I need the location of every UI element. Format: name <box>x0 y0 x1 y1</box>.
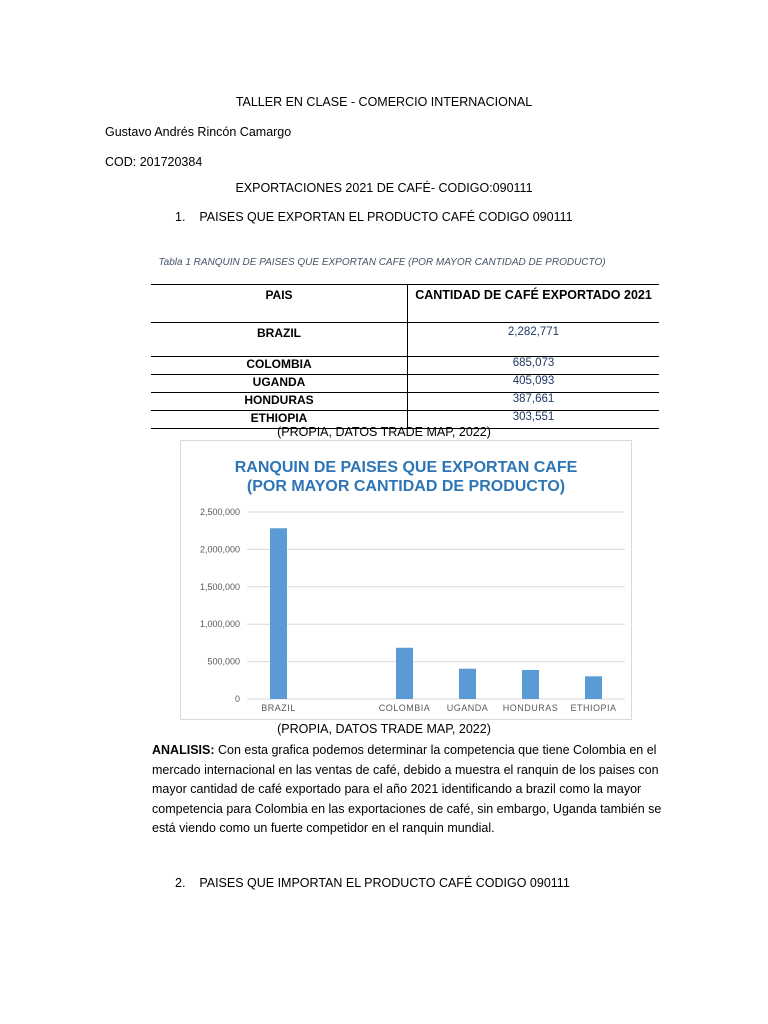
bar-colombia <box>396 648 413 699</box>
table-cell-value: 303,551 <box>408 411 660 429</box>
bar-uganda <box>459 669 476 699</box>
analysis-paragraph <box>152 741 672 839</box>
table-row <box>151 375 659 393</box>
table-row <box>151 357 659 375</box>
x-tick-label: COLOMBIA <box>378 703 431 713</box>
analysis-label: ANALISIS: <box>152 743 215 757</box>
y-tick-label: 1,000,000 <box>199 619 240 630</box>
bar-honduras <box>522 670 539 699</box>
table-caption: Tabla 1 RANQUIN DE PAISES QUE EXPORTAN CAFE (POR MAYOR CANTIDAD DE PRODUCTO) <box>158 257 606 268</box>
y-tick-label: 2,000,000 <box>199 544 240 555</box>
table-header-row <box>151 285 659 323</box>
author-name: Gustavo Andrés Rincón Camargo <box>105 125 292 139</box>
chart-title: RANQUIN DE PAISES QUE EXPORTAN CAFE <box>234 459 578 476</box>
section-2-heading: 2. PAISES QUE IMPORTAN EL PRODUCTO CAFÉ CODIGO 090111 <box>175 876 570 890</box>
chart-container <box>180 440 632 720</box>
table-cell-value: 685,073 <box>408 357 660 375</box>
table-cell-value: 2,282,771 <box>408 323 660 357</box>
analysis-text: Con esta grafica podemos determinar la competencia que tiene Colombia en el mercado internacional en las ventas de café, debido a muestra el ranquin de los paises con mayor cantidad de café exportado para el año 2021 identificando a brazil como la mayor competencia para Colombia en las exportaciones de café, sin embargo, Uganda también se está viendo como un fuerte competidor en el ranquin mundial. <box>152 743 662 835</box>
y-tick-label: 2,500,000 <box>199 507 240 517</box>
table-cell-value: 387,661 <box>408 393 660 411</box>
table-cell-country: ETHIOPIA <box>151 411 408 429</box>
bar-brazil <box>270 528 287 699</box>
x-tick-label: UGANDA <box>446 703 489 713</box>
y-tick-label: 0 <box>234 694 240 704</box>
table-cell-country: COLOMBIA <box>151 357 408 375</box>
table-cell-country: UGANDA <box>151 375 408 393</box>
doc-subtitle: EXPORTACIONES 2021 DE CAFÉ- CODIGO:090111 <box>235 181 533 195</box>
x-tick-label: HONDURAS <box>502 703 559 713</box>
y-tick-label: 1,500,000 <box>199 581 240 592</box>
doc-title: TALLER EN CLASE - COMERCIO INTERNACIONAL <box>235 95 533 109</box>
x-tick-label: ETHIOPIA <box>570 703 617 713</box>
section-1-heading: 1. PAISES QUE EXPORTAN EL PRODUCTO CAFÉ CODIGO 090111 <box>175 210 573 224</box>
table-row <box>151 323 659 357</box>
table-source: (PROPIA, DATOS TRADE MAP, 2022) <box>277 425 491 439</box>
table-cell-country: HONDURAS <box>151 393 408 411</box>
export-table <box>151 284 659 429</box>
chart-subtitle: (POR MAYOR CANTIDAD DE PRODUCTO) <box>246 478 566 495</box>
table-header-pais: PAIS <box>151 285 408 323</box>
bar-ethiopia <box>585 676 602 699</box>
y-tick-label: 500,000 <box>207 656 240 667</box>
table-cell-value: 405,093 <box>408 375 660 393</box>
bar-chart <box>181 441 631 719</box>
student-code: COD: 201720384 <box>105 155 203 169</box>
table-row <box>151 393 659 411</box>
table-cell-country: BRAZIL <box>151 323 408 357</box>
table-header-cantidad: CANTIDAD DE CAFÉ EXPORTADO 2021 <box>408 285 660 323</box>
x-tick-label: BRAZIL <box>261 703 296 713</box>
chart-source: (PROPIA, DATOS TRADE MAP, 2022) <box>277 722 491 736</box>
